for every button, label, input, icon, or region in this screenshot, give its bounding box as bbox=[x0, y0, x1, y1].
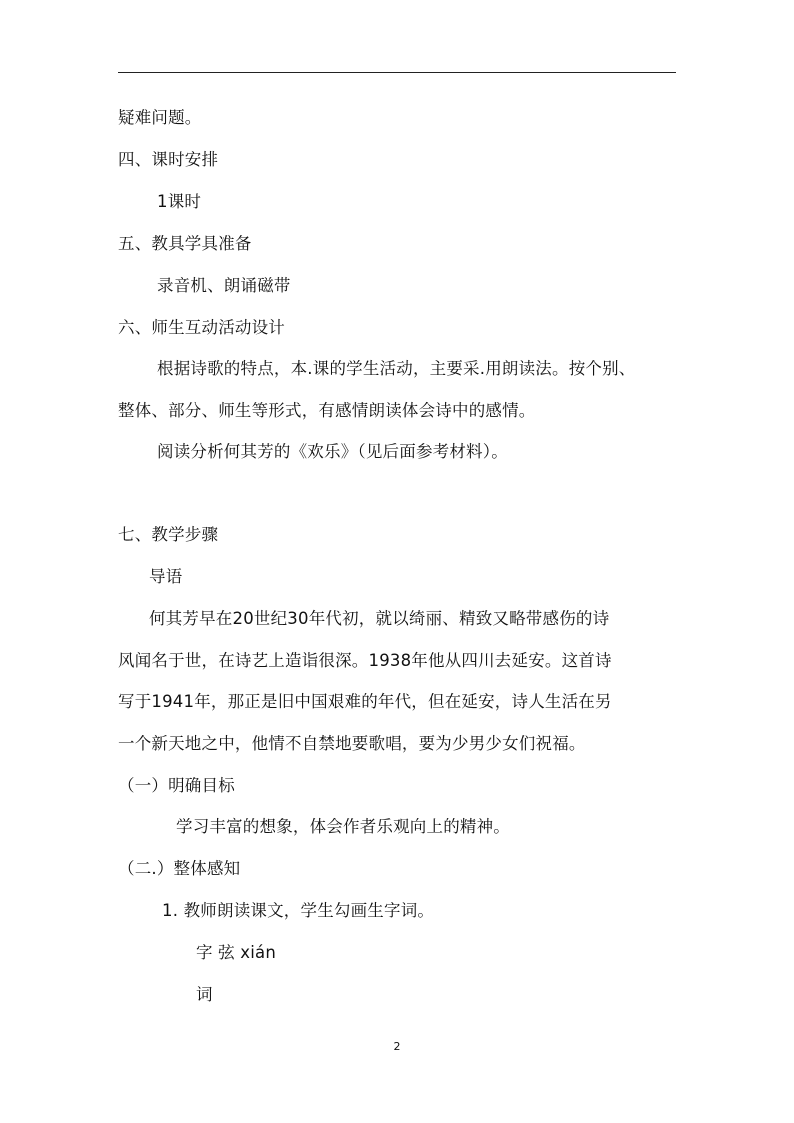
text-line: 写于1941年，那正是旧中国艰难的年代，但在延安，诗人生活在另 bbox=[118, 692, 612, 711]
text-line: 一个新天地之中，他情不自禁地要歌唱，要为少男少女们祝福。 bbox=[118, 734, 586, 753]
list-item: 1. 教师朗读课文，学生勾画生字词。 bbox=[162, 901, 435, 920]
text-line: 导语 bbox=[149, 567, 183, 586]
text-line: 词 bbox=[196, 985, 213, 1004]
text-line: 学习丰富的想象，体会作者乐观向上的精神。 bbox=[176, 817, 510, 836]
text-line: 根据诗歌的特点，本.课的学生活动，主要采.用朗读法。按个别、 bbox=[157, 359, 636, 378]
text-line: 阅读分析何其芳的《欢乐》（见后面参考材料）。 bbox=[157, 442, 508, 461]
section-heading: 五、教具学具准备 bbox=[118, 234, 252, 253]
text-line: 1课时 bbox=[157, 192, 202, 211]
section-heading: （一）明确目标 bbox=[118, 776, 235, 795]
section-heading: （二.）整体感知 bbox=[118, 859, 241, 878]
text-line: 何其芳早在20世纪30年代初，就以绮丽、精致又略带感伤的诗 bbox=[149, 609, 610, 628]
text-line: 整体、部分、师生等形式，有感情朗读体会诗中的感情。 bbox=[118, 401, 536, 420]
section-heading: 七、教学步骤 bbox=[118, 525, 219, 544]
header-rule bbox=[118, 72, 676, 73]
page-number: 2 bbox=[393, 1040, 401, 1053]
text-line: 疑难问题。 bbox=[118, 108, 202, 127]
section-heading: 四、课时安排 bbox=[118, 150, 219, 169]
text-line: 录音机、朗诵磁带 bbox=[157, 276, 291, 295]
section-heading: 六、师生互动活动设计 bbox=[118, 318, 285, 337]
text-line: 字 弦 xián bbox=[196, 943, 277, 962]
text-line: 风闻名于世，在诗艺上造诣很深。1938年他从四川去延安。这首诗 bbox=[118, 651, 612, 670]
